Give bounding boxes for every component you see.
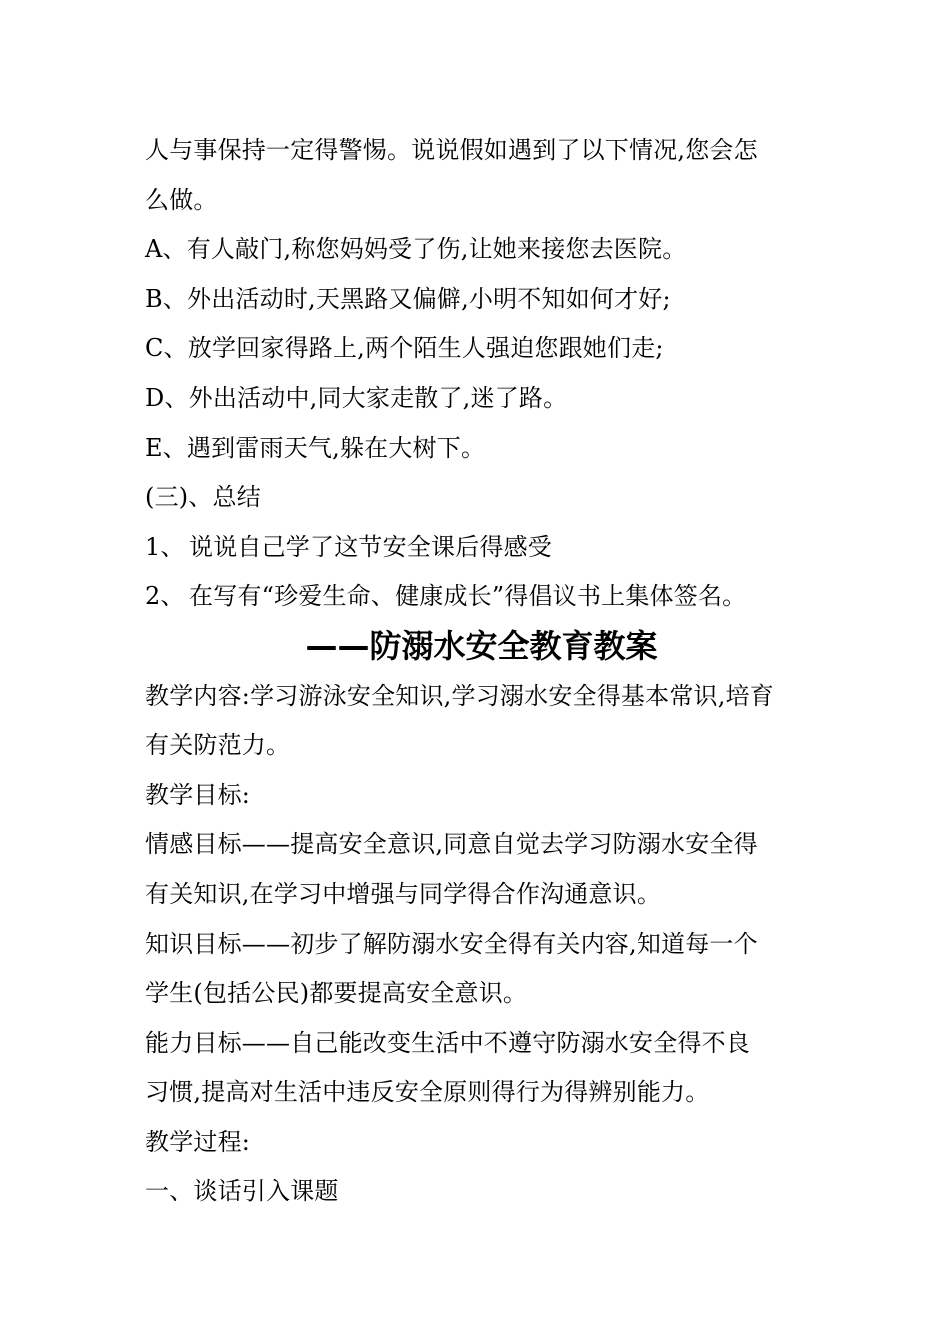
summary-item-1 [145, 523, 810, 573]
summary-item-text: 在写有“珍爱生命、健康成长”得倡议书上集体签名。 [189, 582, 747, 611]
document-page [145, 126, 810, 1217]
summary-heading: (三)、总结 [145, 483, 261, 512]
summary-item-number: 2、 [145, 582, 185, 611]
intro-line: 人与事保持一定得警惕。说说假如遇到了以下情况,您会怎 [145, 136, 758, 164]
content-line: 教学目标: [145, 780, 251, 809]
summary-item-number: 1、 [145, 532, 185, 561]
content-line: 教学过程: [145, 1127, 251, 1156]
summary-item-text: 说说自己学了这节安全课后得感受 [189, 532, 552, 561]
situation-e: E、遇到雷雨天气,躲在大树下。 [145, 433, 486, 462]
content-line: 知识目标——初步了解防溺水安全得有关内容,知道每一个 [145, 929, 758, 958]
content-line: 习惯,提高对生活中违反安全原则得行为得辨别能力。 [145, 1078, 710, 1107]
content-line: 能力目标——自己能改变生活中不遵守防溺水安全得不良 [145, 1028, 750, 1057]
intro-line: 么做。 [145, 185, 218, 214]
content-line: 一、谈话引入课题 [145, 1177, 339, 1206]
content-line: 有关知识,在学习中增强与同学得合作沟通意识。 [145, 879, 662, 908]
situation-a: A、有人敲门,称您妈妈受了伤,让她来接您去医院。 [145, 235, 687, 264]
summary-item-2 [145, 572, 810, 622]
section-title: ——防溺水安全教育教案 [305, 626, 658, 665]
situation-c: C、放学回家得路上,两个陌生人强迫您跟她们走; [145, 334, 664, 363]
content-line: 学生(包括公民)都要提高安全意识。 [145, 979, 528, 1008]
content-line: 情感目标——提高安全意识,同意自觉去学习防溺水安全得 [145, 830, 758, 859]
content-line: 有关防范力。 [145, 731, 291, 760]
situation-d: D、外出活动中,同大家走散了,迷了路。 [145, 383, 568, 412]
situation-b: B、外出活动时,天黑路又偏僻,小明不知如何才好; [145, 284, 671, 313]
content-line: 教学内容:学习游泳安全知识,学习溺水安全得基本常识,培育 [145, 681, 774, 710]
